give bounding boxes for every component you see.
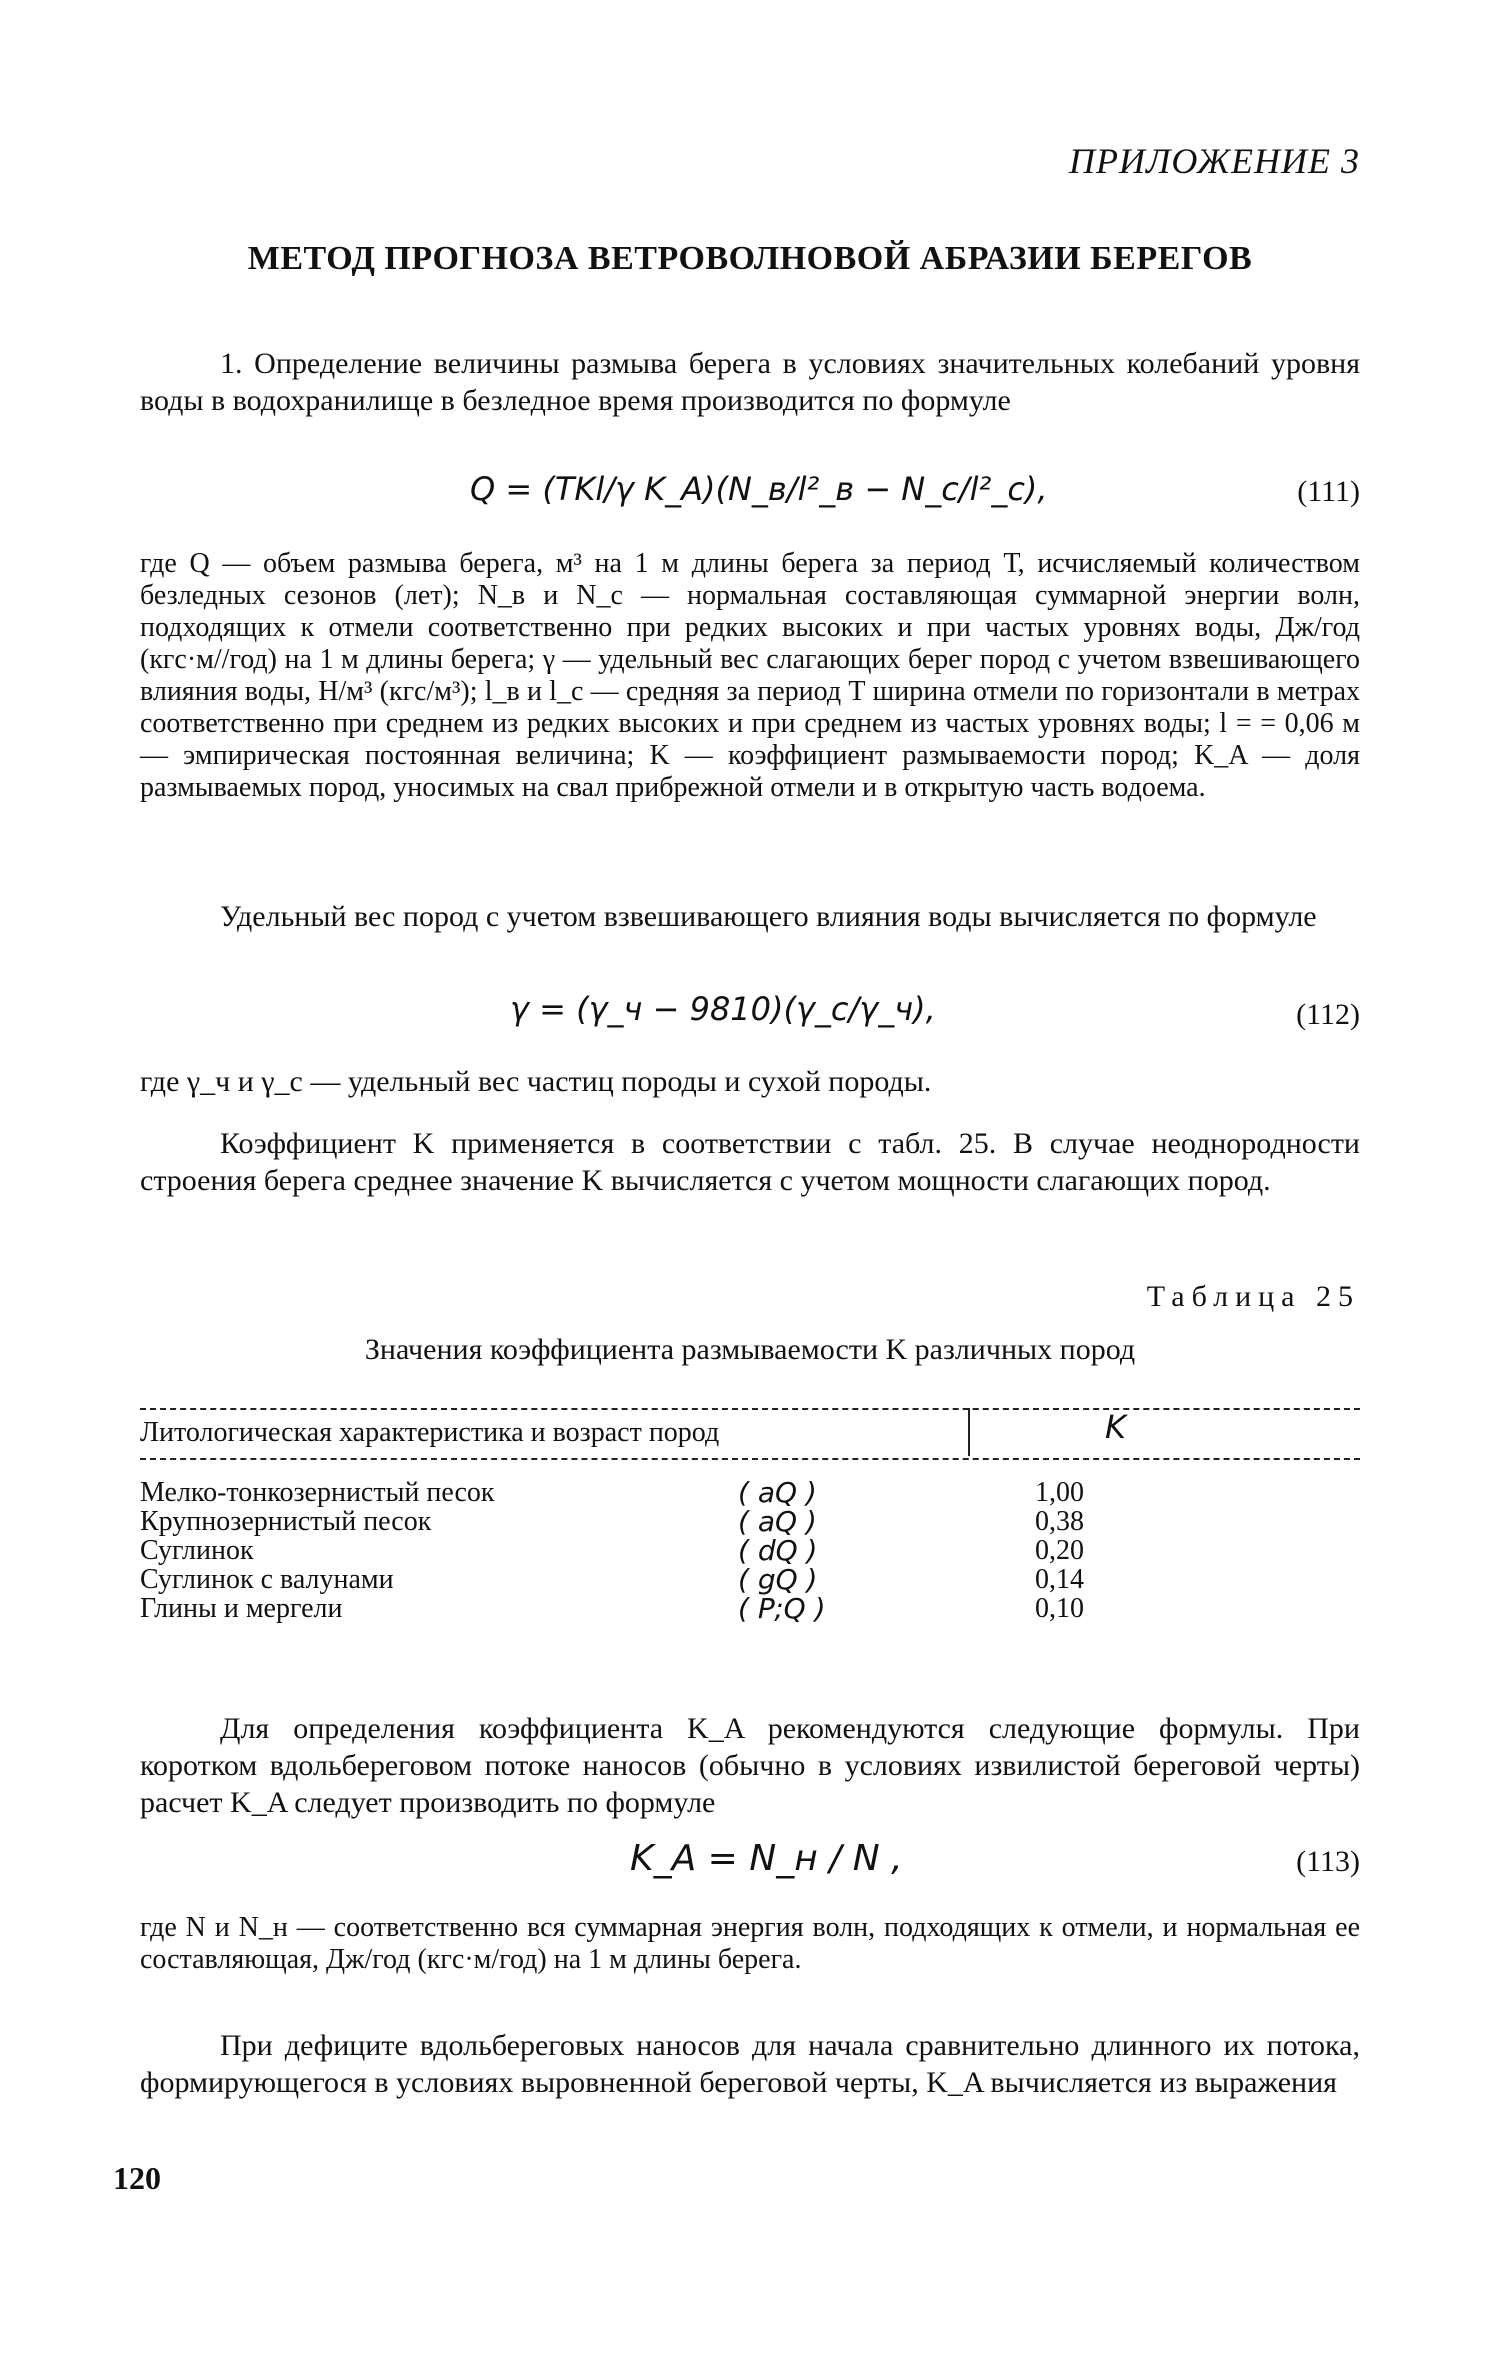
equation-number-111: (111) xyxy=(1297,475,1360,508)
equation-number-113: (113) xyxy=(1296,1845,1360,1878)
intro-paragraph: 1. Определение величины размыва берега в условиях значительных колебаний уровня воды в водохранилище в безледное время производится по формуле xyxy=(140,347,1360,417)
equation-number-112: (112) xyxy=(1296,998,1360,1031)
deficit-paragraph: При дефиците вдольбереговых наносов для начала сравнительно длинного их потока, формирующегося в условиях выровненной береговой черты, K_A вычисляется из выражения xyxy=(140,2029,1360,2099)
page-number: 120 xyxy=(113,2160,161,2196)
coefficient-k-paragraph: Коэффициент K применяется в соответствии с табл. 25. В случае неоднородности строения берега среднее значение K вычисляется с учетом мощности слагающих пород. xyxy=(140,1127,1360,1197)
table-row-age: ( dQ ) xyxy=(738,1534,818,1567)
table-column-separator xyxy=(968,1408,970,1456)
table-title: Значения коэффициента размываемости K различных пород xyxy=(364,1333,1136,1366)
definitions-paragraph-112: где γ_ч и γ_с — удельный вес частиц породы и сухой породы. xyxy=(140,1065,932,1098)
specific-weight-paragraph: Удельный вес пород с учетом взвешивающего влияния воды вычисляется по формуле xyxy=(220,900,1317,933)
table-row-name: Суглинок xyxy=(140,1535,254,1566)
definitions-paragraph-111: где Q — объем размыва берега, м³ на 1 м длины берега за период Т, исчисляемый количеством безледных сезонов (лет); N_в и N_с — нормальная составляющая суммарной энергии волн, подходящих к отмели соответственно при редких высоких и при частых уровнях воды, Дж/год (кгс·м//год) на 1 м длины берега; γ — удельный вес слагающих берег пород с учетом взвешивающего влияния воды, Н/м³ (кгс/м³); l_в и l_с — средняя за период Т ширина отмели по горизонтали в метрах соответственно при среднем из редких высоких и при среднем из частых уровнях воды; l = = 0,06 м — эмпирическая постоянная величина; K — коэффициент размываемости пород; K_A — доля размываемых пород, уносимых на свал прибрежной отмели и в открытую часть водоема. xyxy=(140,548,1360,803)
page-title: МЕТОД ПРОГНОЗА ВЕТРОВОЛНОВОЙ АБРАЗИИ БЕРЕГОВ xyxy=(247,240,1253,277)
table-row-name: Глины и мергели xyxy=(140,1593,343,1624)
formula-111: Q = (TKl/γ K_A)(N_в/l²_в − N_с/l²_с), xyxy=(470,470,1048,508)
table-row-k: 1,00 xyxy=(1035,1477,1084,1508)
table-row-name: Мелко-тонкозернистый песок xyxy=(140,1477,495,1508)
table-header-k: K xyxy=(1105,1408,1126,1446)
table-header-lithology: Литологическая характеристика и возраст пород xyxy=(140,1417,720,1448)
appendix-label: ПРИЛОЖЕНИЕ 3 xyxy=(1069,141,1360,181)
table-row-age: ( aQ ) xyxy=(738,1505,817,1538)
table-row-age: ( P;Q ) xyxy=(738,1592,826,1625)
table-top-rule xyxy=(140,1408,1360,1410)
table-header-rule xyxy=(140,1458,1360,1460)
table-row-k: 0,10 xyxy=(1035,1593,1084,1624)
table-row-k: 0,14 xyxy=(1035,1564,1084,1595)
formula-113: K_A = N_н / N , xyxy=(630,1838,903,1879)
table-row-age: ( gQ ) xyxy=(738,1563,818,1596)
table-row-k: 0,38 xyxy=(1035,1506,1084,1537)
table-row-name: Суглинок с валунами xyxy=(140,1564,394,1595)
table-row-age: ( aQ ) xyxy=(738,1476,817,1509)
formula-112: γ = (γ_ч − 9810)(γ_с/γ_ч), xyxy=(510,990,936,1028)
table-caption: Таблица 25 xyxy=(1146,1280,1360,1313)
coefficient-ka-paragraph: Для определения коэффициента K_A рекомендуются следующие формулы. При коротком вдольбереговом потоке наносов (обычно в условиях извилистой береговой черты) расчет K_A следует производить по формуле xyxy=(140,1712,1360,1819)
definitions-paragraph-113: где N и N_н — соответственно вся суммарная энергия волн, подходящих к отмели, и нормальная ее составляющая, Дж/год (кгс·м/год) на 1 м длины берега. xyxy=(140,1912,1360,1975)
table-row-k: 0,20 xyxy=(1035,1535,1084,1566)
table-row-name: Крупнозернистый песок xyxy=(140,1506,432,1537)
